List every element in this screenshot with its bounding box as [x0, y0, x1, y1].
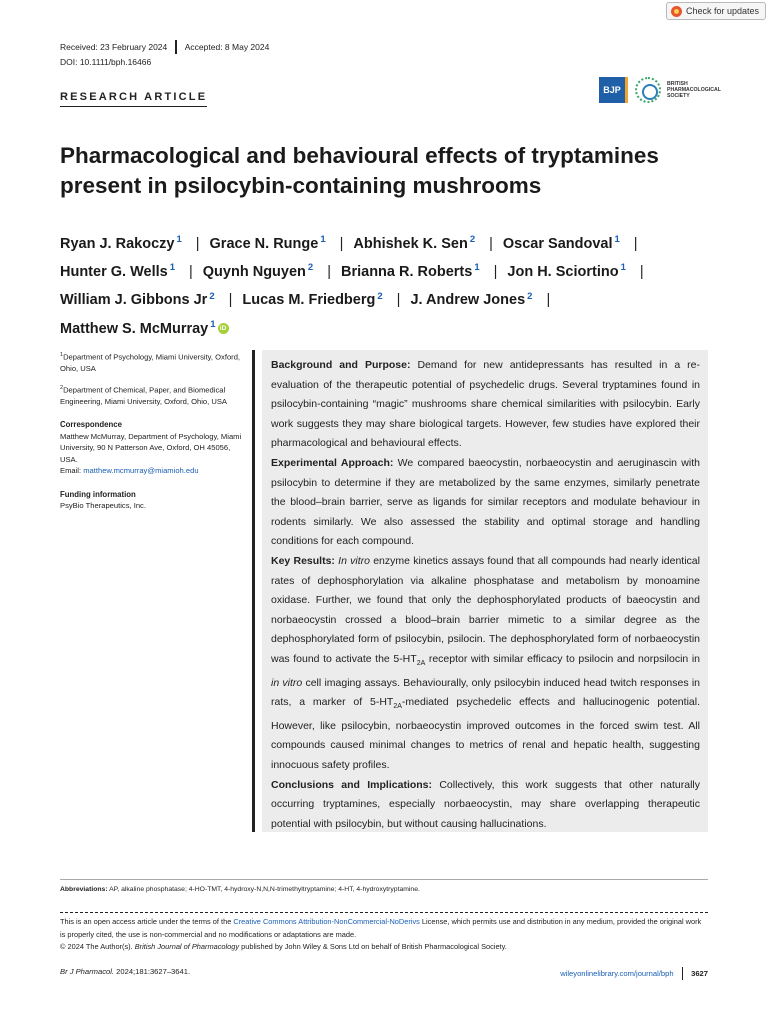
author[interactable]: Brianna R. Roberts $^1$ |: [340, 262, 498, 281]
abstract-background: Background and Purpose: Demand for new antidepressants has resulted in a re-evaluation of the therapeutic potential of psychedelic drugs. Several tryptamines found in psilocybin-containing “magic” mushrooms share chemical similarities with psilocybin. Early work suggests they may share biological targets. However, few studies have explored their pharmacological and behavioural effects.: [271, 359, 700, 450]
journal-url-link[interactable]: wileyonlinelibrary.com/journal/bph: [560, 969, 674, 978]
orcid-icon[interactable]: iD: [218, 323, 229, 334]
divider: [682, 967, 684, 980]
abstract-conclusions: Conclusions and Implications: Collectively, this work suggests that other naturally occurring tryptamines, especially norbaeocystin, may share overlapping therapeutic potential with psilocybin, but without causing hallucinations.: [271, 778, 700, 830]
received-date: Received: 23 February 2024: [60, 42, 168, 52]
abstract-approach: Experimental Approach: We compared baeocystin, norbaeocystin and aeruginascin with psilocybin to determine if they are metabolized by the same enzymes, similarly penetrate the blood–brain barrier, serve as ligands for similar receptors and modulate behaviour in rodents similarly. We also assessed the stability and optimal storage and handling conditions for each compound.: [271, 456, 700, 548]
page-number: 3627: [691, 969, 708, 978]
affiliation: $^2$Department of Chemical, Paper, and Biomedical Engineering, Miami University, Oxford, Ohio, USA: [60, 384, 227, 406]
bps-emblem-icon: [635, 77, 661, 103]
email-link[interactable]: matthew.mcmurray@miamioh.edu: [83, 466, 199, 476]
author[interactable]: Jon H. Sciortino $^1$ |: [507, 262, 644, 281]
dates-line: [60, 40, 269, 54]
abstract-results: Key Results: In vitro enzyme kinetics assays found that all compounds had nearly identical rates of dephosphorylation via alkaline phosphatase and metabolism by monoamine oxidase. Further, we found that only the dephosphorylated products of baeocystin and norbaeocystin crossed a blood–brain barrier mimetic to a similar degree as the dephosphorylated form of psilocybin, psilocin. The dephosphorylated form of norbaeocystin was found to activate the $5-HT_{2A}$ receptor with similar efficacy to psilocin and norpsilocin in in vitro cell imaging assays. Behaviourally, only psilocybin induced head twitch responses in rats, a marker of $5-HT_{2A}$-mediated psychedelic effects and hallucinogenic potential. However, like psilocybin, norbaeocystin improved outcomes in the forced swim test. All compounds caused minimal changes to metrics of renal and hepatic health, suggesting innocuous safety profiles.: [271, 554, 700, 772]
author[interactable]: Matthew S. McMurray $^1$: [60, 318, 216, 337]
affiliation: $^1$Department of Psychology, Miami University, Oxford, Ohio, USA: [60, 352, 241, 374]
abbreviations: Abbreviations: AP, alkaline phosphatase; 4-HO-TMT, 4-hydroxy-N,N,N-trimethyltryptamine; 4-HT, 4-hydroxytryptamine.: [60, 879, 708, 893]
funding-heading: Funding information: [60, 489, 136, 499]
author[interactable]: William J. Gibbons Jr $^2$ |: [60, 290, 233, 309]
cc-license-link[interactable]: Creative Commons Attribution-NonCommercial-NoDerivs: [233, 917, 420, 926]
author[interactable]: Ryan J. Rakoczy $^1$ |: [60, 234, 200, 252]
author[interactable]: Grace N. Runge $^1$ |: [209, 234, 344, 252]
author[interactable]: Quynh Nguyen $^2$ |: [202, 262, 331, 281]
article-title: Pharmacological and behavioural effects of tryptamines present in psilocybin-containing mushrooms: [60, 143, 659, 198]
bps-logo-text: BRITISH PHARMACOLOGICAL SOCIETY: [667, 81, 721, 99]
author-list: [60, 228, 720, 341]
correspondence-heading: Correspondence: [60, 420, 122, 430]
accepted-date: Accepted: 8 May 2024: [184, 42, 270, 52]
doi[interactable]: DOI: 10.1111/bph.16466: [60, 57, 152, 67]
article-type: RESEARCH ARTICLE: [60, 91, 207, 107]
abstract-bar: [252, 350, 255, 832]
funding-text: PsyBio Therapeutics, Inc.: [60, 501, 146, 511]
footer-right: [560, 967, 708, 980]
crossmark-icon: [671, 6, 682, 17]
citation: Br J Pharmacol. 2024;181:3627–3641.: [60, 967, 191, 976]
correspondence-text: Matthew McMurray, Department of Psychology, Miami University, 90 N Patterson Ave, Oxford, OH 45056, USA.: [60, 431, 242, 464]
check-updates-label: Check for updates: [685, 6, 759, 16]
journal-logos: [599, 77, 727, 103]
correspondence-email: Email: matthew.mcmurray@miamioh.edu: [60, 466, 199, 476]
author[interactable]: Hunter G. Wells $^1$ |: [60, 262, 193, 281]
author[interactable]: Oscar Sandoval $^1$ |: [502, 234, 638, 252]
bjp-logo: BJP: [599, 77, 625, 103]
author[interactable]: Abhishek K. Sen $^2$ |: [353, 234, 493, 252]
author[interactable]: Lucas M. Friedberg $^2$ |: [242, 290, 401, 309]
divider: [175, 40, 177, 54]
article-info-sidebar: [60, 350, 245, 512]
check-for-updates-button[interactable]: [666, 2, 766, 20]
author[interactable]: J. Andrew Jones $^2$ |: [410, 290, 551, 309]
abstract: [262, 350, 708, 832]
license-notice: This is an open access article under the terms of the Creative Commons Attribution-NonCommercial-NoDerivs License, which permits use and distribution in any medium, provided the original work is properly cited, the use is non-commercial and no modifications or adaptations are made. © 2024 The Author(s). British Journal of Pharmacology published by John Wiley & Sons Ltd on behalf of British Pharmacological Society.: [60, 912, 708, 954]
